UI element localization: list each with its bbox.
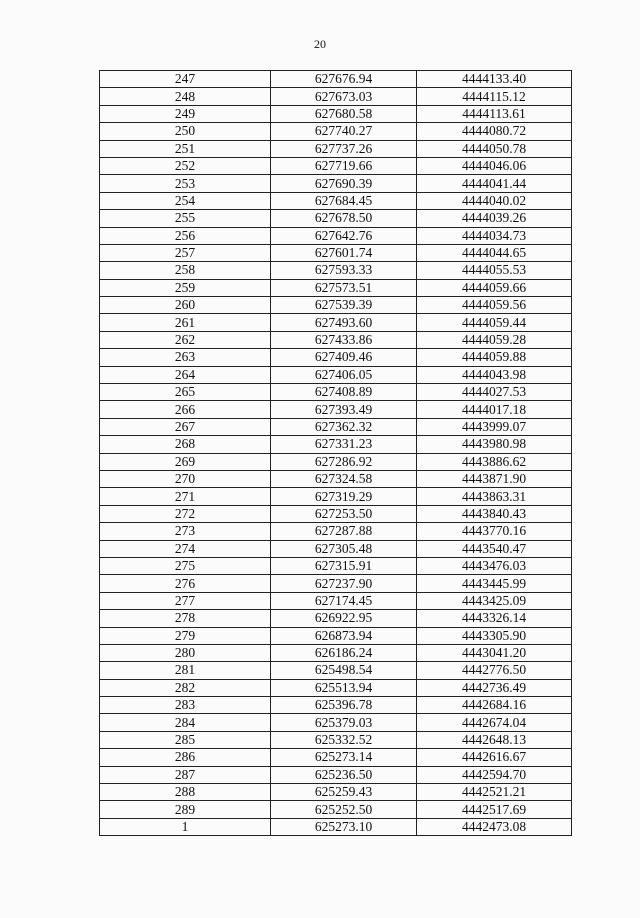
table-row (100, 210, 572, 227)
point-number-cell: 271 (100, 488, 271, 505)
y-coordinate-cell: 4443770.16 (417, 523, 572, 540)
table-row (100, 314, 572, 331)
point-number-cell: 261 (100, 314, 271, 331)
y-coordinate-cell: 4444043.98 (417, 366, 572, 383)
y-coordinate-cell: 4444044.65 (417, 244, 572, 261)
x-coordinate-cell: 626922.95 (271, 610, 417, 627)
point-number-cell: 276 (100, 575, 271, 592)
x-coordinate-cell: 627737.26 (271, 140, 417, 157)
point-number-cell: 265 (100, 384, 271, 401)
y-coordinate-cell: 4442776.50 (417, 662, 572, 679)
point-number-cell: 274 (100, 540, 271, 557)
x-coordinate-cell: 627684.45 (271, 192, 417, 209)
y-coordinate-cell: 4443305.90 (417, 627, 572, 644)
table-row (100, 366, 572, 383)
y-coordinate-cell: 4444034.73 (417, 227, 572, 244)
x-coordinate-cell: 625259.43 (271, 784, 417, 801)
y-coordinate-cell: 4444059.56 (417, 297, 572, 314)
y-coordinate-cell: 4444113.61 (417, 105, 572, 122)
y-coordinate-cell: 4442517.69 (417, 801, 572, 818)
point-number-cell: 1 (100, 818, 271, 835)
table-row (100, 575, 572, 592)
x-coordinate-cell: 627393.49 (271, 401, 417, 418)
y-coordinate-cell: 4442684.16 (417, 697, 572, 714)
y-coordinate-cell: 4444115.12 (417, 88, 572, 105)
point-number-cell: 257 (100, 244, 271, 261)
y-coordinate-cell: 4444059.44 (417, 314, 572, 331)
point-number-cell: 283 (100, 697, 271, 714)
y-coordinate-cell: 4444017.18 (417, 401, 572, 418)
point-number-cell: 254 (100, 192, 271, 209)
point-number-cell: 269 (100, 453, 271, 470)
table-row (100, 801, 572, 818)
table-row (100, 384, 572, 401)
y-coordinate-cell: 4442736.49 (417, 679, 572, 696)
table-row (100, 662, 572, 679)
y-coordinate-cell: 4443540.47 (417, 540, 572, 557)
y-coordinate-cell: 4444059.66 (417, 279, 572, 296)
x-coordinate-cell: 627493.60 (271, 314, 417, 331)
table-row (100, 697, 572, 714)
point-number-cell: 270 (100, 470, 271, 487)
point-number-cell: 266 (100, 401, 271, 418)
table-row (100, 731, 572, 748)
table-row (100, 436, 572, 453)
table-row (100, 610, 572, 627)
table-row (100, 644, 572, 661)
point-number-cell: 256 (100, 227, 271, 244)
point-number-cell: 286 (100, 749, 271, 766)
table-row (100, 540, 572, 557)
table-row (100, 505, 572, 522)
x-coordinate-cell: 625273.14 (271, 749, 417, 766)
x-coordinate-cell: 627331.23 (271, 436, 417, 453)
point-number-cell: 250 (100, 123, 271, 140)
point-number-cell: 263 (100, 349, 271, 366)
point-number-cell: 258 (100, 262, 271, 279)
x-coordinate-cell: 627286.92 (271, 453, 417, 470)
x-coordinate-cell: 627676.94 (271, 71, 417, 88)
point-number-cell: 280 (100, 644, 271, 661)
table-row (100, 401, 572, 418)
point-number-cell: 287 (100, 766, 271, 783)
page-number: 20 (314, 37, 326, 51)
point-number-cell: 264 (100, 366, 271, 383)
y-coordinate-cell: 4443445.99 (417, 575, 572, 592)
y-coordinate-cell: 4442594.70 (417, 766, 572, 783)
x-coordinate-cell: 627690.39 (271, 175, 417, 192)
point-number-cell: 272 (100, 505, 271, 522)
point-number-cell: 251 (100, 140, 271, 157)
y-coordinate-cell: 4444059.88 (417, 349, 572, 366)
x-coordinate-cell: 627573.51 (271, 279, 417, 296)
coordinates-table (99, 70, 572, 836)
point-number-cell: 275 (100, 557, 271, 574)
y-coordinate-cell: 4444046.06 (417, 157, 572, 174)
table-row (100, 262, 572, 279)
table-row (100, 766, 572, 783)
x-coordinate-cell: 627409.46 (271, 349, 417, 366)
x-coordinate-cell: 626873.94 (271, 627, 417, 644)
point-number-cell: 260 (100, 297, 271, 314)
x-coordinate-cell: 627601.74 (271, 244, 417, 261)
table-body (100, 71, 572, 836)
table-row (100, 557, 572, 574)
point-number-cell: 273 (100, 523, 271, 540)
y-coordinate-cell: 4444027.53 (417, 384, 572, 401)
table-row (100, 488, 572, 505)
y-coordinate-cell: 4443425.09 (417, 592, 572, 609)
table-row (100, 453, 572, 470)
x-coordinate-cell: 627680.58 (271, 105, 417, 122)
x-coordinate-cell: 627433.86 (271, 331, 417, 348)
y-coordinate-cell: 4444133.40 (417, 71, 572, 88)
x-coordinate-cell: 625332.52 (271, 731, 417, 748)
table-row (100, 279, 572, 296)
table-row (100, 349, 572, 366)
table-row (100, 71, 572, 88)
table-row (100, 470, 572, 487)
point-number-cell: 279 (100, 627, 271, 644)
table-row (100, 679, 572, 696)
table-row (100, 244, 572, 261)
x-coordinate-cell: 625379.03 (271, 714, 417, 731)
x-coordinate-cell: 627719.66 (271, 157, 417, 174)
table-row (100, 592, 572, 609)
table-row (100, 418, 572, 435)
table-row (100, 627, 572, 644)
x-coordinate-cell: 625252.50 (271, 801, 417, 818)
y-coordinate-cell: 4444080.72 (417, 123, 572, 140)
table-row (100, 123, 572, 140)
point-number-cell: 252 (100, 157, 271, 174)
table-row (100, 227, 572, 244)
x-coordinate-cell: 627287.88 (271, 523, 417, 540)
y-coordinate-cell: 4443326.14 (417, 610, 572, 627)
y-coordinate-cell: 4442674.04 (417, 714, 572, 731)
table-row (100, 749, 572, 766)
point-number-cell: 268 (100, 436, 271, 453)
y-coordinate-cell: 4444039.26 (417, 210, 572, 227)
x-coordinate-cell: 627593.33 (271, 262, 417, 279)
x-coordinate-cell: 627319.29 (271, 488, 417, 505)
x-coordinate-cell: 627678.50 (271, 210, 417, 227)
y-coordinate-cell: 4443886.62 (417, 453, 572, 470)
x-coordinate-cell: 627406.05 (271, 366, 417, 383)
y-coordinate-cell: 4442521.21 (417, 784, 572, 801)
table-row (100, 88, 572, 105)
x-coordinate-cell: 627539.39 (271, 297, 417, 314)
y-coordinate-cell: 4442648.13 (417, 731, 572, 748)
y-coordinate-cell: 4443863.31 (417, 488, 572, 505)
table-row (100, 784, 572, 801)
x-coordinate-cell: 625396.78 (271, 697, 417, 714)
table-row (100, 523, 572, 540)
y-coordinate-cell: 4444059.28 (417, 331, 572, 348)
point-number-cell: 288 (100, 784, 271, 801)
y-coordinate-cell: 4443041.20 (417, 644, 572, 661)
point-number-cell: 267 (100, 418, 271, 435)
x-coordinate-cell: 627673.03 (271, 88, 417, 105)
y-coordinate-cell: 4444050.78 (417, 140, 572, 157)
y-coordinate-cell: 4443980.98 (417, 436, 572, 453)
x-coordinate-cell: 627408.89 (271, 384, 417, 401)
point-number-cell: 255 (100, 210, 271, 227)
table-row (100, 157, 572, 174)
x-coordinate-cell: 627174.45 (271, 592, 417, 609)
table-row (100, 175, 572, 192)
y-coordinate-cell: 4443840.43 (417, 505, 572, 522)
point-number-cell: 262 (100, 331, 271, 348)
point-number-cell: 278 (100, 610, 271, 627)
x-coordinate-cell: 625236.50 (271, 766, 417, 783)
x-coordinate-cell: 627324.58 (271, 470, 417, 487)
y-coordinate-cell: 4444041.44 (417, 175, 572, 192)
point-number-cell: 284 (100, 714, 271, 731)
table-row (100, 714, 572, 731)
x-coordinate-cell: 625498.54 (271, 662, 417, 679)
y-coordinate-cell: 4443871.90 (417, 470, 572, 487)
table-row (100, 105, 572, 122)
x-coordinate-cell: 626186.24 (271, 644, 417, 661)
x-coordinate-cell: 627253.50 (271, 505, 417, 522)
x-coordinate-cell: 625273.10 (271, 818, 417, 835)
point-number-cell: 259 (100, 279, 271, 296)
x-coordinate-cell: 627642.76 (271, 227, 417, 244)
table-row (100, 192, 572, 209)
x-coordinate-cell: 627305.48 (271, 540, 417, 557)
x-coordinate-cell: 627740.27 (271, 123, 417, 140)
table-row (100, 331, 572, 348)
x-coordinate-cell: 627315.91 (271, 557, 417, 574)
point-number-cell: 249 (100, 105, 271, 122)
point-number-cell: 282 (100, 679, 271, 696)
point-number-cell: 247 (100, 71, 271, 88)
x-coordinate-cell: 625513.94 (271, 679, 417, 696)
table-row (100, 818, 572, 835)
point-number-cell: 289 (100, 801, 271, 818)
y-coordinate-cell: 4443999.07 (417, 418, 572, 435)
point-number-cell: 285 (100, 731, 271, 748)
y-coordinate-cell: 4442473.08 (417, 818, 572, 835)
point-number-cell: 248 (100, 88, 271, 105)
y-coordinate-cell: 4442616.67 (417, 749, 572, 766)
point-number-cell: 277 (100, 592, 271, 609)
y-coordinate-cell: 4444040.02 (417, 192, 572, 209)
y-coordinate-cell: 4444055.53 (417, 262, 572, 279)
table-row (100, 140, 572, 157)
y-coordinate-cell: 4443476.03 (417, 557, 572, 574)
point-number-cell: 281 (100, 662, 271, 679)
x-coordinate-cell: 627362.32 (271, 418, 417, 435)
point-number-cell: 253 (100, 175, 271, 192)
x-coordinate-cell: 627237.90 (271, 575, 417, 592)
table-row (100, 297, 572, 314)
